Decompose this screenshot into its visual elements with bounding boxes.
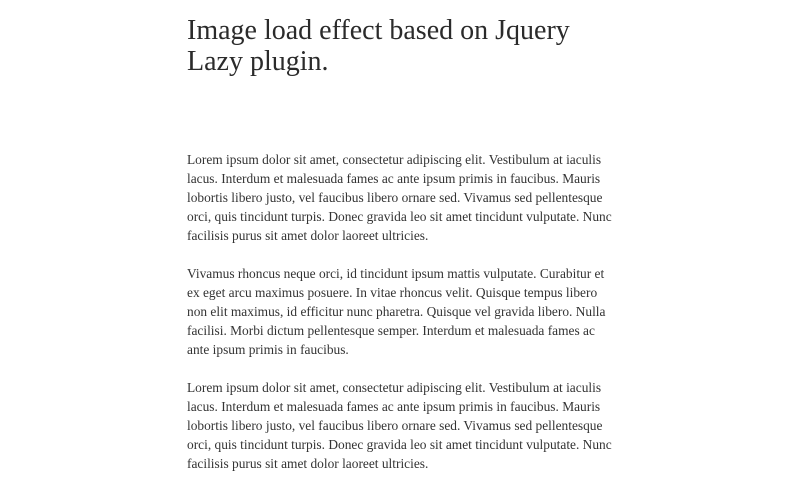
lazy-image-placeholder — [187, 90, 613, 140]
paragraph-1: Lorem ipsum dolor sit amet, consectetur adipiscing elit. Vestibulum at iaculis lacus. Interdum et malesuada fames ac ante ipsum primis in faucibus. Mauris lobortis libero justo, vel faucibus libero ornare sed. Vivamus sed pellentesque orci, quis tincidunt turpis. Donec gravida leo sit amet tincidunt vulputate. Nunc facilisis purus sit amet dolor laoreet ultricies. — [187, 152, 612, 243]
paragraph-3: Lorem ipsum dolor sit amet, consectetur adipiscing elit. Vestibulum at iaculis lacus. Interdum et malesuada fames ac ante ipsum primis in faucibus. Mauris lobortis libero justo, vel faucibus libero ornare sed. Vivamus sed pellentesque orci, quis tincidunt turpis. Donec gravida leo sit amet tincidunt vulputate. Nunc facilisis purus sit amet dolor laoreet ultricies. — [187, 380, 612, 471]
paragraph-2: Vivamus rhoncus neque orci, id tincidunt ipsum mattis vulputate. Curabitur et ex eget arcu maximus posuere. In vitae rhoncus velit. Quisque tempus libero non elit maximus, id efficitur nunc pharetra. Quisque vel gravida libero. Nulla facilisi. Morbi dictum pellentesque semper. Interdum et malesuada fames ac ante ipsum primis in faucibus. — [187, 266, 606, 357]
article-body — [187, 150, 617, 492]
page-title: Image load effect based on Jquery Lazy plugin. — [187, 15, 570, 77]
